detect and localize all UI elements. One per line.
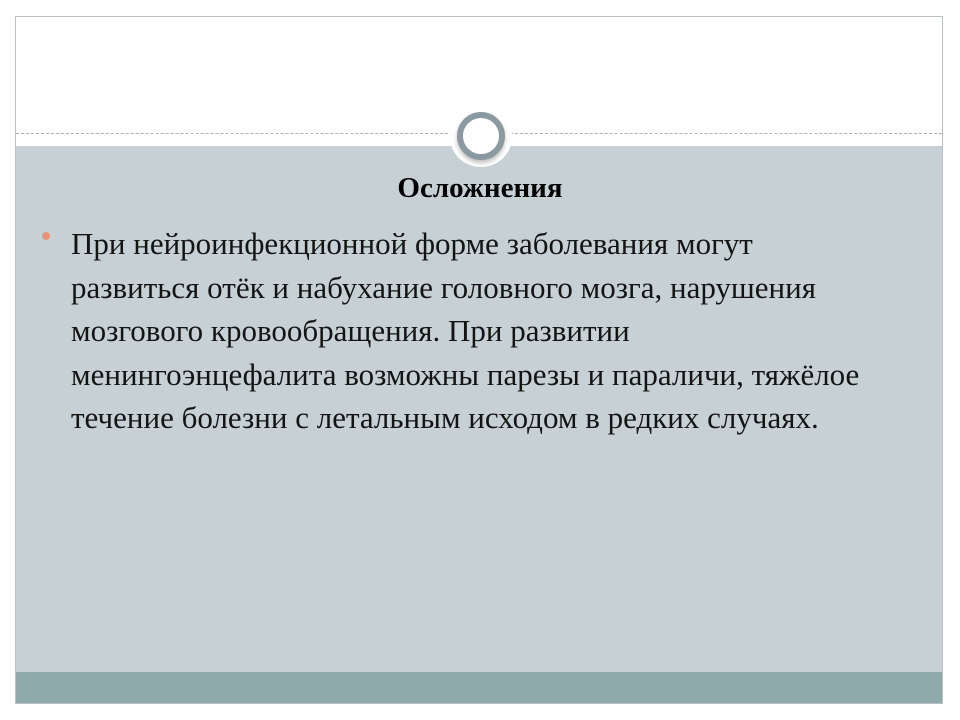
bullet-dot-icon [42, 232, 50, 240]
circle-ornament-icon [457, 112, 505, 160]
footer-band [16, 672, 942, 703]
bullet-text: При нейроинфекционной форме заболевания могут развиться отёк и набухание головного мозга, нарушения мозгового кровообращения. При развитии менингоэнцефалита возможны парезы и параличи, тяжёлое течение болезни с летальным исходом в редких случаях. [71, 226, 860, 436]
slide-title: Осложнения [397, 172, 563, 204]
